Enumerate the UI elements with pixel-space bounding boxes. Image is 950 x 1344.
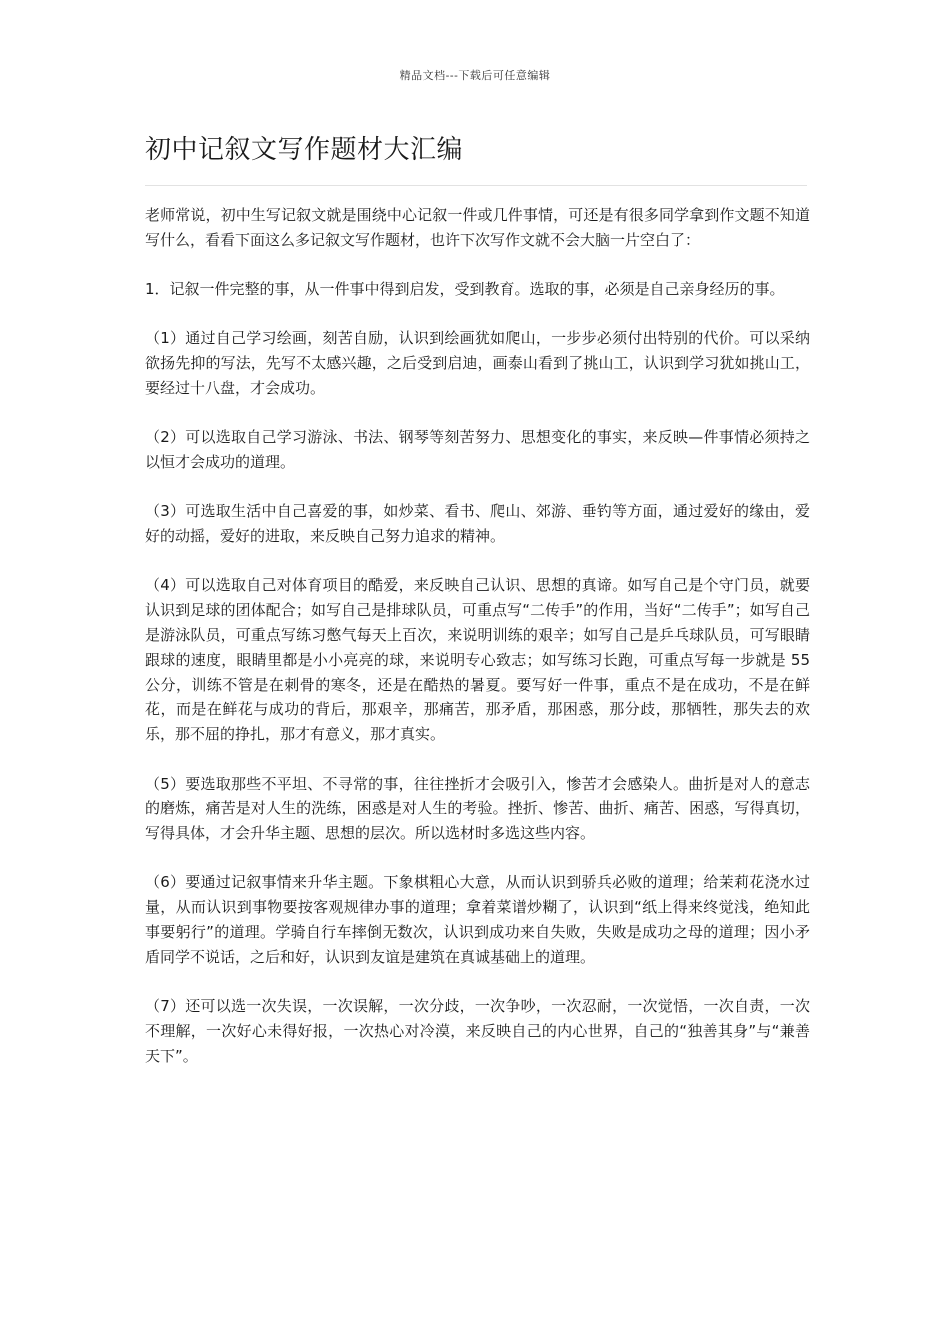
topic-item-2: （2）可以选取自己学习游泳、书法、钢琴等刻苦努力、思想变化的事实，来反映—件事情必须持之以恒才会成功的道理。 bbox=[145, 428, 810, 472]
topic-item-4: （4）可以选取自己对体育项目的酷爱，来反映自己认识、思想的真谛。如写自己是个守门员，就要认识到足球的团体配合；如写自己是排球队员，可重点写“二传手”的作用，当好“二传手”；如写自己是游泳队员，可重点写练习憋气每天上百次，来说明训练的艰辛；如写自己是乒乓球队员，可写眼睛跟球的速度，眼睛里都是小小亮亮的球，来说明专心致志；如写练习长跑，可重点写每一步就是 55 公分，训练不管是在刺骨的寒冬，还是在酷热的暑夏。要写好一件事，重点不是在成功，不是在鲜花，而是在鲜花与成功的背后，那艰辛，那痛苦，那矛盾，那困惑，那分歧，那牺牲，那失去的欢乐，那不屈的挣扎，那才有意义，那才真实。 bbox=[145, 576, 810, 744]
section-heading-1: 1．记叙一件完整的事，从一件事中得到启发，受到教育。选取的事，必须是自己亲身经历的事。 bbox=[145, 280, 785, 299]
title-divider bbox=[145, 185, 807, 186]
topic-item-7: （7）还可以选一次失误，一次误解，一次分歧，一次争吵，一次忍耐，一次觉悟，一次自责，一次不理解，一次好心未得好报，一次热心对冷漠，来反映自己的内心世界，自己的“独善其身”与“兼善天下”。 bbox=[145, 997, 810, 1065]
topic-item-5: （5）要选取那些不平坦、不寻常的事，往往挫折才会吸引入，惨苦才会感染人。曲折是对人的意志的磨炼，痛苦是对人生的洗练，困惑是对人生的考验。挫折、惨苦、曲折、痛苦、困惑，写得真切，写得具体，才会升华主题、思想的层次。所以选材时多选这些内容。 bbox=[145, 774, 810, 843]
topic-item-3: （3）可选取生活中自己喜爱的事，如炒菜、看书、爬山、郊游、垂钓等方面，通过爱好的缘由，爱好的动摇，爱好的进取，来反映自己努力追求的精神。 bbox=[145, 502, 810, 546]
document-title: 初中记叙文写作题材大汇编 bbox=[145, 135, 464, 165]
topic-item-6: （6）要通过记叙事情来升华主题。下象棋粗心大意，从而认识到骄兵必败的道理；给茉莉花浇水过量，从而认识到事物要按客观规律办事的道理；拿着菜谱炒糊了，认识到“纸上得来终觉浅，绝知此事要躬行”的道理。学骑自行车摔倒无数次，认识到成功来自失败，失败是成功之母的道理；因小矛盾同学不说话，之后和好，认识到友谊是建筑在真诚基础上的道理。 bbox=[145, 873, 810, 966]
paragraph-list bbox=[145, 203, 810, 1069]
page-header-note: 精品文档---下载后可任意编辑 bbox=[399, 69, 551, 82]
topic-item-1: （1）通过自己学习绘画，刻苦自励，认识到绘画犹如爬山，一步步必须付出特别的代价。可以采纳欲扬先抑的写法，先写不太感兴趣，之后受到启迪，画泰山看到了挑山工，认识到学习犹如挑山工，要经过十八盘，才会成功。 bbox=[145, 329, 810, 397]
document-body bbox=[145, 128, 810, 1093]
intro-paragraph: 老师常说，初中生写记叙文就是围绕中心记叙一件或几件事情，可还是有很多同学拿到作文题不知道写什么，看看下面这么多记叙文写作题材，也许下次写作文就不会大脑一片空白了： bbox=[145, 206, 810, 249]
